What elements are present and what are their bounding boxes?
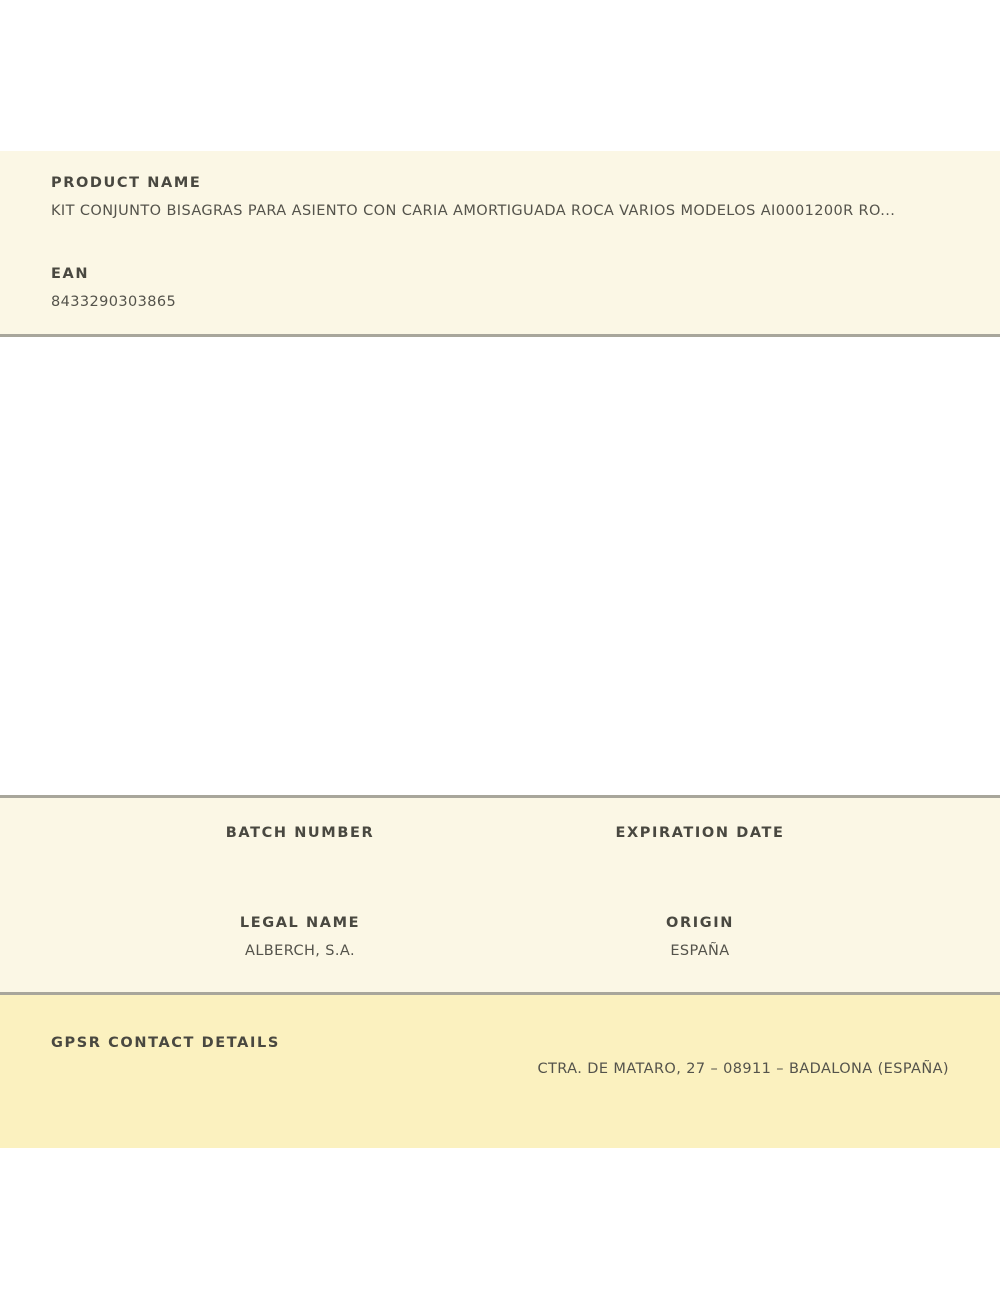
gpsr-contact-address-value: CTRA. DE MATARO, 27 – 08911 – BADALONA (ESPAÑA) [537,1061,949,1077]
ean-label: EAN [51,266,90,282]
product-name-label: PRODUCT NAME [51,175,202,191]
expiration-date-label: EXPIRATION DATE [615,825,785,841]
legal-name-value: ALBERCH, S.A. [245,943,355,959]
origin-label: ORIGIN [666,915,734,931]
batch-details-section [0,795,1000,995]
origin-value: ESPAÑA [670,943,730,959]
product-name-value: KIT CONJUNTO BISAGRAS PARA ASIENTO CON CARIA AMORTIGUADA ROCA VARIOS MODELOS AI0001200R RO... [51,203,896,219]
gpsr-contact-section [0,995,1000,1148]
ean-value: 8433290303865 [51,294,177,310]
product-info-section [0,151,1000,337]
gpsr-contact-details-label: GPSR CONTACT DETAILS [51,1035,280,1051]
batch-number-label: BATCH NUMBER [225,825,375,841]
legal-name-label: LEGAL NAME [239,915,361,931]
